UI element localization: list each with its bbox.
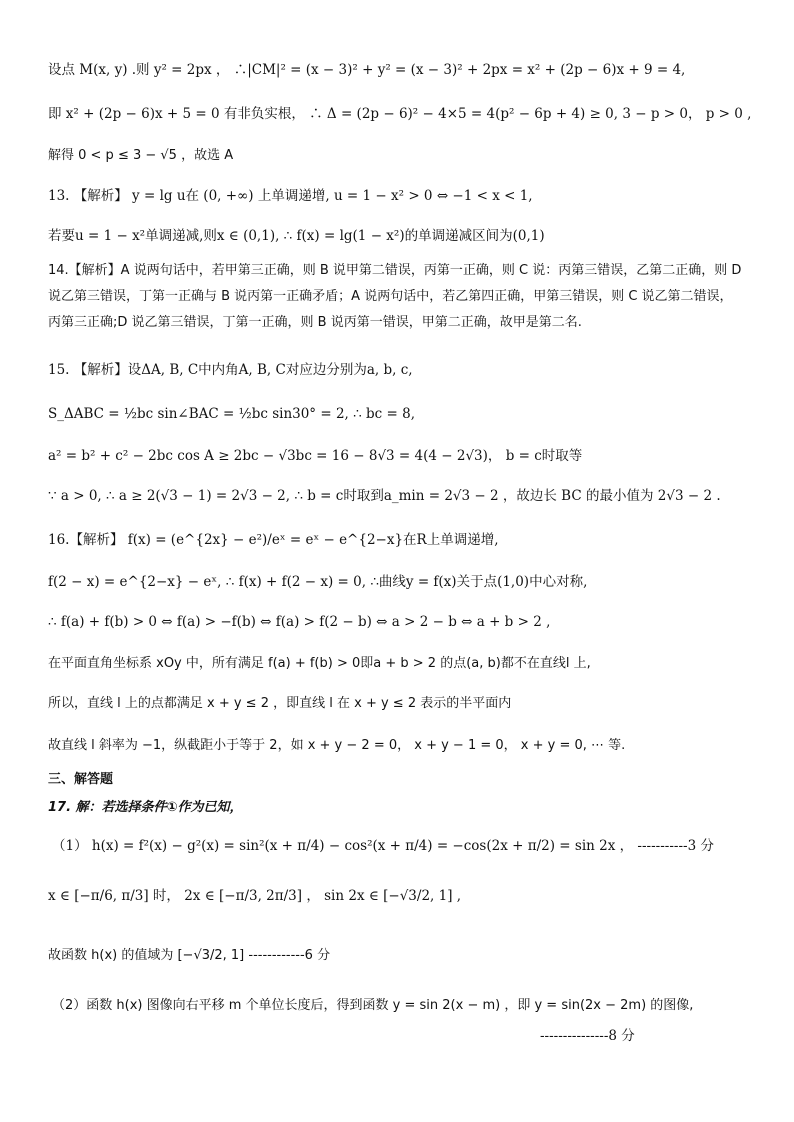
line-16-plane: 在平面直角坐标系 xOy 中，所有满足 f(a) + f(b) > 0即a + b > 2 的点(a, b)都不在直线l 上, [48,656,591,671]
line-16-symmetry: f(2 − x) = e^{2−x} − eˣ, ∴ f(x) + f(2 − x) = 0, ∴曲线y = f(x)关于点(1,0)中心对称, [48,574,588,590]
line-12-answer: 解得 0 < p ≤ 3 − √5 ，故选 A [48,148,234,163]
line-16-function: 16.【解析】 f(x) = (e^{2x} − e²)/eˣ = eˣ − e^{2−x}在R上单调递增, [48,532,499,548]
line-16-answer: 故直线 l 斜率为 −1，纵截距小于等于 2，如 x + y − 2 = 0， x + y − 1 = 0， x + y = 0, ⋯ 等. [48,738,626,753]
line-12-setup: 设点 M(x, y) .则 y² = 2px ， ∴|CM|² = (x − 3)² + y² = (x − 3)² + 2px = x² + (2p − 6)x + 9 = 4, [48,62,686,78]
score-mark-8: ---------------8 分 [540,1028,635,1044]
line-16-halfplane: 所以，直线 l 上的点都满足 x + y ≤ 2 ，即直线 l 在 x + y ≤ 2 表示的半平面内 [48,696,512,711]
line-17-part1-h: （1） h(x) = f²(x) − g²(x) = sin²(x + π/4) − cos²(x + π/4) = −cos(2x + π/2) = sin 2x ， -----------3 分 [52,838,714,854]
line-12-discriminant: 即 x² + (2p − 6)x + 5 = 0 有非负实根， ∴ Δ = (2p − 6)² − 4×5 = 4(p² − 6p + 4) ≥ 0, 3 − p > 0， p > 0 , [48,106,752,122]
section-heading: 三、解答题 [48,772,114,787]
line-15-setup: 15. 【解析】设ΔA, B, C中内角A, B, C对应边分别为a, b, c, [48,362,413,378]
line-17-part2: （2）函数 h(x) 图像向右平移 m 个单位长度后，得到函数 y = sin 2(x − m) ，即 y = sin(2x − 2m) 的图像, [52,998,694,1013]
line-17-intro: 17. 解：若选择条件①作为已知， [48,800,243,815]
line-17-part1-answer: 故函数 h(x) 的值域为 [−√3/2, 1] ------------6 分 [48,948,331,963]
line-17-part1-range: x ∈ [−π/6, π/3] 时， 2x ∈ [−π/3, 2π/3] ， sin 2x ∈ [−√3/2, 1] , [48,888,462,904]
line-15-area: S_ΔABC = ½bc sin∠BAC = ½bc sin30° = 2, ∴ bc = 8, [48,406,415,422]
line-15-cosine-law: a² = b² + c² − 2bc cos A ≥ 2bc − √3bc = 16 − 8√3 = 4(4 − 2√3)， b = c时取等 [48,448,583,464]
line-13-conclusion: 若要u = 1 − x²单调递减,则x ∈ (0,1), ∴ f(x) = lg(1 − x²)的单调递减区间为(0,1) [48,228,545,244]
line-15-conclusion: ∵ a > 0, ∴ a ≥ 2(√3 − 1) = 2√3 − 2, ∴ b = c时取到a_min = 2√3 − 2 ，故边长 BC 的最小值为 2√3 − 2 . [48,488,721,504]
line-13-solution: 13. 【解析】 y = lg u在 (0, +∞) 上单调递增, u = 1 − x² > 0 ⇔ −1 < x < 1, [48,188,533,204]
paragraph-14-solution: 14.【解析】A 说两句话中，若甲第三正确，则 B 说甲第二错误，丙第一正确，则 C 说：丙第三错误，乙第二正确，则 D 说乙第三错误，丁第一正确与 B 说丙第一正确矛盾；A 说两句话中，若乙第四正确，甲第三错误，则 C 说乙第二错误，丙第三正确;D 说乙第三错误，丁第一正确，则 B 说丙第一错误，甲第二正确，故甲是第二名. [48,263,742,330]
line-16-equivalence: ∴ f(a) + f(b) > 0 ⇔ f(a) > −f(b) ⇔ f(a) > f(2 − b) ⇔ a > 2 − b ⇔ a + b > 2 , [48,614,551,630]
